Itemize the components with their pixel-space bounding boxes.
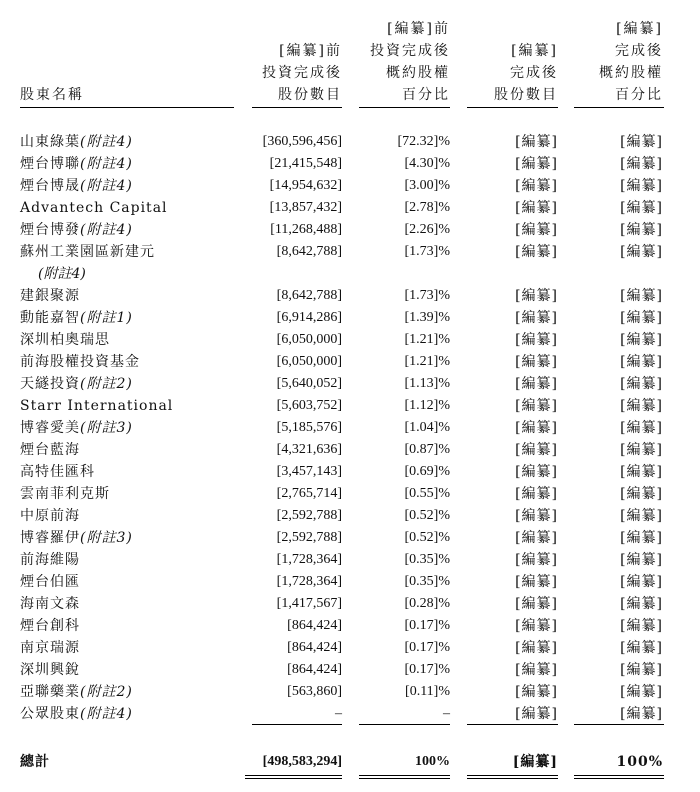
shareholder-name bbox=[20, 505, 80, 527]
table-row bbox=[0, 505, 700, 527]
total-row bbox=[0, 751, 700, 773]
shareholder-name bbox=[20, 395, 173, 417]
table-row bbox=[0, 703, 700, 725]
post-ipo-shares: [編纂] bbox=[515, 640, 558, 656]
shareholder-name-text: 公眾股東 bbox=[20, 706, 80, 722]
post-ipo-percentage: [編纂] bbox=[620, 486, 663, 502]
pre-ipo-shares: [11,268,488] bbox=[270, 222, 342, 237]
pre-ipo-percentage: [2.26]% bbox=[404, 222, 450, 237]
post-ipo-percentage: [編纂] bbox=[620, 508, 663, 524]
pre-ipo-shares: [5,640,052] bbox=[276, 376, 342, 391]
header-line: 完成後 bbox=[510, 65, 558, 81]
pre-ipo-percentage: [1.04]% bbox=[404, 420, 450, 435]
pre-ipo-percentage: [1.73]% bbox=[404, 288, 450, 303]
header-line: [編纂] bbox=[616, 21, 663, 37]
shareholder-name bbox=[20, 175, 133, 197]
pre-ipo-shares: [8,642,788] bbox=[276, 244, 342, 259]
table-row bbox=[0, 285, 700, 307]
shareholder-name-text: 中原前海 bbox=[20, 508, 80, 524]
shareholder-name-text: 煙台創科 bbox=[20, 618, 80, 634]
pre-ipo-percentage: [1.21]% bbox=[404, 354, 450, 369]
shareholder-note: (附註3) bbox=[80, 420, 133, 436]
table-row bbox=[0, 593, 700, 615]
pre-ipo-shares: [864,424] bbox=[287, 640, 342, 655]
pre-ipo-shares: [360,596,456] bbox=[262, 134, 342, 149]
post-ipo-shares: [編纂] bbox=[515, 442, 558, 458]
table-row bbox=[0, 637, 700, 659]
post-ipo-shares: [編纂] bbox=[515, 288, 558, 304]
shareholder-note: (附註1) bbox=[80, 310, 133, 326]
post-ipo-shares: [編纂] bbox=[515, 618, 558, 634]
pre-ipo-shares: [1,728,364] bbox=[276, 574, 342, 589]
shareholder-name-text: 博睿愛美 bbox=[20, 420, 80, 436]
post-ipo-percentage: [編纂] bbox=[620, 640, 663, 656]
header-line: 股份數目 bbox=[278, 87, 342, 103]
table-row bbox=[0, 571, 700, 593]
pre-ipo-percentage: [0.17]% bbox=[404, 662, 450, 677]
shareholder-name-text: 山東綠葉 bbox=[20, 134, 80, 150]
total-double-rule bbox=[574, 775, 664, 779]
post-ipo-shares: [編纂] bbox=[515, 486, 558, 502]
shareholder-name-text: Advantech Capital bbox=[20, 200, 168, 216]
post-ipo-shares: [編纂] bbox=[515, 178, 558, 194]
post-ipo-percentage: [編纂] bbox=[620, 332, 663, 348]
shareholder-note: (附註4) bbox=[80, 134, 133, 150]
header-line: 投資完成後 bbox=[262, 65, 342, 81]
post-ipo-shares: [編纂] bbox=[515, 200, 558, 216]
pre-ipo-shares: [1,728,364] bbox=[276, 552, 342, 567]
header-line: 概約股權 bbox=[599, 65, 663, 81]
pre-ipo-percentage: [0.11]% bbox=[405, 684, 450, 699]
pre-ipo-shares: [21,415,548] bbox=[269, 156, 342, 171]
shareholder-name-text: 南京瑞源 bbox=[20, 640, 80, 656]
table-row bbox=[0, 373, 700, 395]
table-row bbox=[0, 439, 700, 461]
shareholder-name bbox=[20, 659, 80, 681]
subtotal-rule bbox=[359, 724, 450, 725]
shareholder-note: (附註4) bbox=[80, 178, 133, 194]
header-col-post-pct bbox=[599, 18, 663, 106]
post-ipo-percentage: [編纂] bbox=[620, 574, 663, 590]
pre-ipo-shares: [14,954,632] bbox=[269, 178, 342, 193]
shareholder-name bbox=[20, 571, 80, 593]
post-ipo-shares: [編纂] bbox=[515, 398, 558, 414]
shareholder-name bbox=[20, 527, 133, 549]
pre-ipo-shares: [4,321,636] bbox=[276, 442, 342, 457]
post-ipo-percentage: [編纂] bbox=[620, 684, 663, 700]
shareholder-name-text: 雲南菲利克斯 bbox=[20, 486, 110, 502]
post-ipo-shares: [編纂] bbox=[515, 508, 558, 524]
shareholder-name-text: 高特佳匯科 bbox=[20, 464, 95, 480]
shareholder-name bbox=[20, 681, 133, 703]
shareholder-note: (附註4) bbox=[80, 706, 133, 722]
shareholder-name-text: 海南文森 bbox=[20, 596, 80, 612]
pre-ipo-shares: [1,417,567] bbox=[276, 596, 342, 611]
post-ipo-percentage: [編纂] bbox=[620, 354, 663, 370]
table-row bbox=[0, 131, 700, 153]
pre-ipo-shares: [5,603,752] bbox=[276, 398, 342, 413]
shareholder-name-text: 深圳興銳 bbox=[20, 662, 80, 678]
post-ipo-shares: [編纂] bbox=[515, 332, 558, 348]
table-row bbox=[0, 483, 700, 505]
pre-ipo-shares: [2,765,714] bbox=[276, 486, 342, 501]
pre-ipo-shares: [13,857,432] bbox=[269, 200, 342, 215]
post-ipo-shares: [編纂] bbox=[515, 596, 558, 612]
table-row bbox=[0, 549, 700, 571]
shareholder-name bbox=[20, 153, 133, 175]
table-row bbox=[0, 351, 700, 373]
pre-ipo-shares: [3,457,143] bbox=[276, 464, 342, 479]
post-ipo-percentage: [編纂] bbox=[620, 156, 663, 172]
pre-ipo-percentage: [1.13]% bbox=[404, 376, 450, 391]
shareholder-name bbox=[20, 439, 80, 461]
shareholder-name bbox=[20, 417, 133, 439]
table-row bbox=[0, 615, 700, 637]
table-row bbox=[0, 175, 700, 197]
shareholder-name-text: 建銀聚源 bbox=[20, 288, 80, 304]
shareholder-name bbox=[20, 637, 80, 659]
post-ipo-percentage: [編纂] bbox=[620, 420, 663, 436]
header-divider bbox=[359, 107, 450, 108]
pre-ipo-shares: [6,050,000] bbox=[276, 354, 342, 369]
shareholder-name bbox=[20, 549, 80, 571]
pre-ipo-shares: [6,914,286] bbox=[276, 310, 342, 325]
shareholder-note: (附註2) bbox=[80, 684, 133, 700]
shareholder-name bbox=[20, 197, 168, 219]
shareholder-name-text: 博睿羅伊 bbox=[20, 530, 80, 546]
header-shareholder-name bbox=[20, 84, 84, 106]
post-ipo-percentage: [編纂] bbox=[620, 662, 663, 678]
post-ipo-percentage: [編纂] bbox=[620, 244, 663, 260]
pre-ipo-percentage: [1.73]% bbox=[404, 244, 450, 259]
shareholder-name-text: 動能嘉智 bbox=[20, 310, 80, 326]
post-ipo-shares: [編纂] bbox=[515, 310, 558, 326]
shareholder-name bbox=[20, 703, 133, 725]
post-ipo-percentage: [編纂] bbox=[620, 706, 663, 722]
pre-ipo-percentage: [0.52]% bbox=[404, 530, 450, 545]
pre-ipo-percentage: [0.52]% bbox=[404, 508, 450, 523]
subtotal-rule bbox=[467, 724, 558, 725]
shareholder-name bbox=[20, 285, 80, 307]
shareholder-name-text: 前海維陽 bbox=[20, 552, 80, 568]
pre-ipo-percentage: [3.00]% bbox=[404, 178, 450, 193]
header-line: 百分比 bbox=[615, 87, 663, 103]
post-ipo-shares: [編纂] bbox=[515, 134, 558, 150]
header-line: 完成後 bbox=[615, 43, 663, 59]
pre-ipo-percentage: [0.35]% bbox=[404, 574, 450, 589]
header-divider bbox=[252, 107, 342, 108]
shareholder-note: (附註3) bbox=[80, 530, 133, 546]
shareholder-name-text: 煙台博晟 bbox=[20, 178, 80, 194]
shareholder-name-text: 煙台博發 bbox=[20, 222, 80, 238]
post-ipo-percentage: [編纂] bbox=[620, 552, 663, 568]
post-ipo-shares: [編纂] bbox=[515, 420, 558, 436]
header-col-pre-pct bbox=[370, 18, 450, 106]
pre-ipo-percentage: [0.69]% bbox=[404, 464, 450, 479]
shareholder-note: (附註2) bbox=[80, 376, 133, 392]
pre-ipo-shares: [5,185,576] bbox=[276, 420, 342, 435]
post-ipo-percentage: [編纂] bbox=[620, 134, 663, 150]
header-line: [編纂]前 bbox=[387, 21, 450, 37]
post-ipo-shares: [編纂] bbox=[515, 464, 558, 480]
table-row bbox=[0, 241, 700, 263]
shareholder-name bbox=[20, 593, 80, 615]
post-ipo-shares: [編纂] bbox=[515, 222, 558, 238]
header-line: 百分比 bbox=[402, 87, 450, 103]
pre-ipo-shares: [2,592,788] bbox=[276, 508, 342, 523]
total-label: 總計 bbox=[20, 754, 50, 770]
table-row bbox=[0, 329, 700, 351]
post-ipo-shares: [編纂] bbox=[515, 706, 558, 722]
post-ipo-shares: [編纂] bbox=[515, 156, 558, 172]
total-double-rule bbox=[359, 775, 450, 779]
pre-ipo-shares: [864,424] bbox=[287, 662, 342, 677]
shareholder-name bbox=[20, 461, 95, 483]
post-ipo-shares: [編纂] bbox=[515, 354, 558, 370]
pre-ipo-shares: [6,050,000] bbox=[276, 332, 342, 347]
pre-ipo-percentage: [0.28]% bbox=[404, 596, 450, 611]
total-double-rule bbox=[245, 775, 342, 779]
pre-ipo-percentage: [1.12]% bbox=[404, 398, 450, 413]
post-ipo-shares: [編纂] bbox=[515, 684, 558, 700]
total-post-shares: [編纂] bbox=[512, 754, 558, 770]
post-ipo-percentage: [編纂] bbox=[620, 288, 663, 304]
header-line: 投資完成後 bbox=[370, 43, 450, 59]
total-pre-shares: [498,583,294] bbox=[262, 754, 342, 769]
total-pre-pct: 100% bbox=[415, 754, 450, 769]
post-ipo-shares: [編纂] bbox=[515, 662, 558, 678]
shareholder-name bbox=[20, 219, 133, 241]
shareholder-name-text: Starr International bbox=[20, 398, 174, 414]
pre-ipo-percentage: [1.21]% bbox=[404, 332, 450, 347]
post-ipo-percentage: [編纂] bbox=[620, 596, 663, 612]
shareholder-note: (附註4) bbox=[80, 222, 133, 238]
table-row bbox=[0, 461, 700, 483]
header-line: [編纂]前 bbox=[279, 43, 342, 59]
pre-ipo-shares: – bbox=[335, 706, 342, 721]
header-name-line: 股東名稱 bbox=[20, 87, 84, 103]
pre-ipo-percentage: [4.30]% bbox=[404, 156, 450, 171]
pre-ipo-percentage: [0.17]% bbox=[404, 640, 450, 655]
post-ipo-percentage: [編纂] bbox=[620, 376, 663, 392]
shareholder-name-text: 前海股權投資基金 bbox=[20, 354, 140, 370]
pre-ipo-percentage: [0.17]% bbox=[404, 618, 450, 633]
shareholder-name-text: 亞聯藥業 bbox=[20, 684, 80, 700]
post-ipo-percentage: [編纂] bbox=[620, 310, 663, 326]
header-col-post-shares bbox=[494, 40, 558, 106]
table-row bbox=[0, 527, 700, 549]
header-divider bbox=[467, 107, 558, 108]
post-ipo-percentage: [編纂] bbox=[620, 442, 663, 458]
pre-ipo-percentage: [0.87]% bbox=[404, 442, 450, 457]
shareholder-name-text: 蘇州工業園區新建元 bbox=[20, 244, 155, 260]
total-post-pct: 100% bbox=[616, 754, 663, 770]
total-double-rule bbox=[467, 775, 558, 779]
table-row bbox=[0, 307, 700, 329]
shareholder-note-continued: (附註4) bbox=[38, 266, 86, 282]
shareholder-name-text: 煙台博聯 bbox=[20, 156, 80, 172]
shareholder-name bbox=[20, 373, 133, 395]
post-ipo-percentage: [編纂] bbox=[620, 200, 663, 216]
shareholder-name-text: 深圳柏奧瑞思 bbox=[20, 332, 110, 348]
table-row bbox=[0, 659, 700, 681]
pre-ipo-shares: [563,860] bbox=[287, 684, 342, 699]
shareholder-name-text: 煙台伯匯 bbox=[20, 574, 80, 590]
shareholder-name bbox=[20, 483, 110, 505]
shareholder-name bbox=[20, 241, 155, 263]
pre-ipo-percentage: [72.32]% bbox=[397, 134, 450, 149]
table-row bbox=[0, 681, 700, 703]
pre-ipo-shares: [2,592,788] bbox=[276, 530, 342, 545]
post-ipo-shares: [編纂] bbox=[515, 244, 558, 260]
post-ipo-percentage: [編纂] bbox=[620, 178, 663, 194]
post-ipo-percentage: [編纂] bbox=[620, 398, 663, 414]
header-line: [編纂] bbox=[511, 43, 558, 59]
pre-ipo-percentage: [0.55]% bbox=[404, 486, 450, 501]
subtotal-rule bbox=[574, 724, 664, 725]
post-ipo-percentage: [編纂] bbox=[620, 222, 663, 238]
header-line: 股份數目 bbox=[494, 87, 558, 103]
subtotal-rule bbox=[252, 724, 342, 725]
pre-ipo-percentage: [1.39]% bbox=[404, 310, 450, 325]
post-ipo-shares: [編纂] bbox=[515, 552, 558, 568]
shareholder-note: (附註4) bbox=[80, 156, 133, 172]
table-row bbox=[0, 197, 700, 219]
shareholder-name bbox=[20, 307, 133, 329]
post-ipo-shares: [編纂] bbox=[515, 376, 558, 392]
shareholder-name-text: 天繸投資 bbox=[20, 376, 80, 392]
header-line: 概約股權 bbox=[386, 65, 450, 81]
table-row bbox=[0, 395, 700, 417]
pre-ipo-percentage: [0.35]% bbox=[404, 552, 450, 567]
pre-ipo-shares: [8,642,788] bbox=[276, 288, 342, 303]
table-row bbox=[0, 153, 700, 175]
header-col-pre-shares bbox=[262, 40, 342, 106]
table-row bbox=[0, 417, 700, 439]
shareholder-name bbox=[20, 131, 133, 153]
post-ipo-shares: [編纂] bbox=[515, 530, 558, 546]
shareholder-name bbox=[20, 329, 110, 351]
shareholder-name bbox=[20, 351, 140, 373]
post-ipo-percentage: [編纂] bbox=[620, 464, 663, 480]
shareholder-name-text: 煙台藍海 bbox=[20, 442, 80, 458]
pre-ipo-shares: [864,424] bbox=[287, 618, 342, 633]
post-ipo-percentage: [編纂] bbox=[620, 530, 663, 546]
table-row bbox=[0, 219, 700, 241]
shareholder-name bbox=[20, 615, 80, 637]
pre-ipo-percentage: [2.78]% bbox=[404, 200, 450, 215]
header-divider bbox=[20, 107, 234, 108]
post-ipo-shares: [編纂] bbox=[515, 574, 558, 590]
pre-ipo-percentage: – bbox=[443, 706, 450, 721]
header-divider bbox=[574, 107, 664, 108]
post-ipo-percentage: [編纂] bbox=[620, 618, 663, 634]
